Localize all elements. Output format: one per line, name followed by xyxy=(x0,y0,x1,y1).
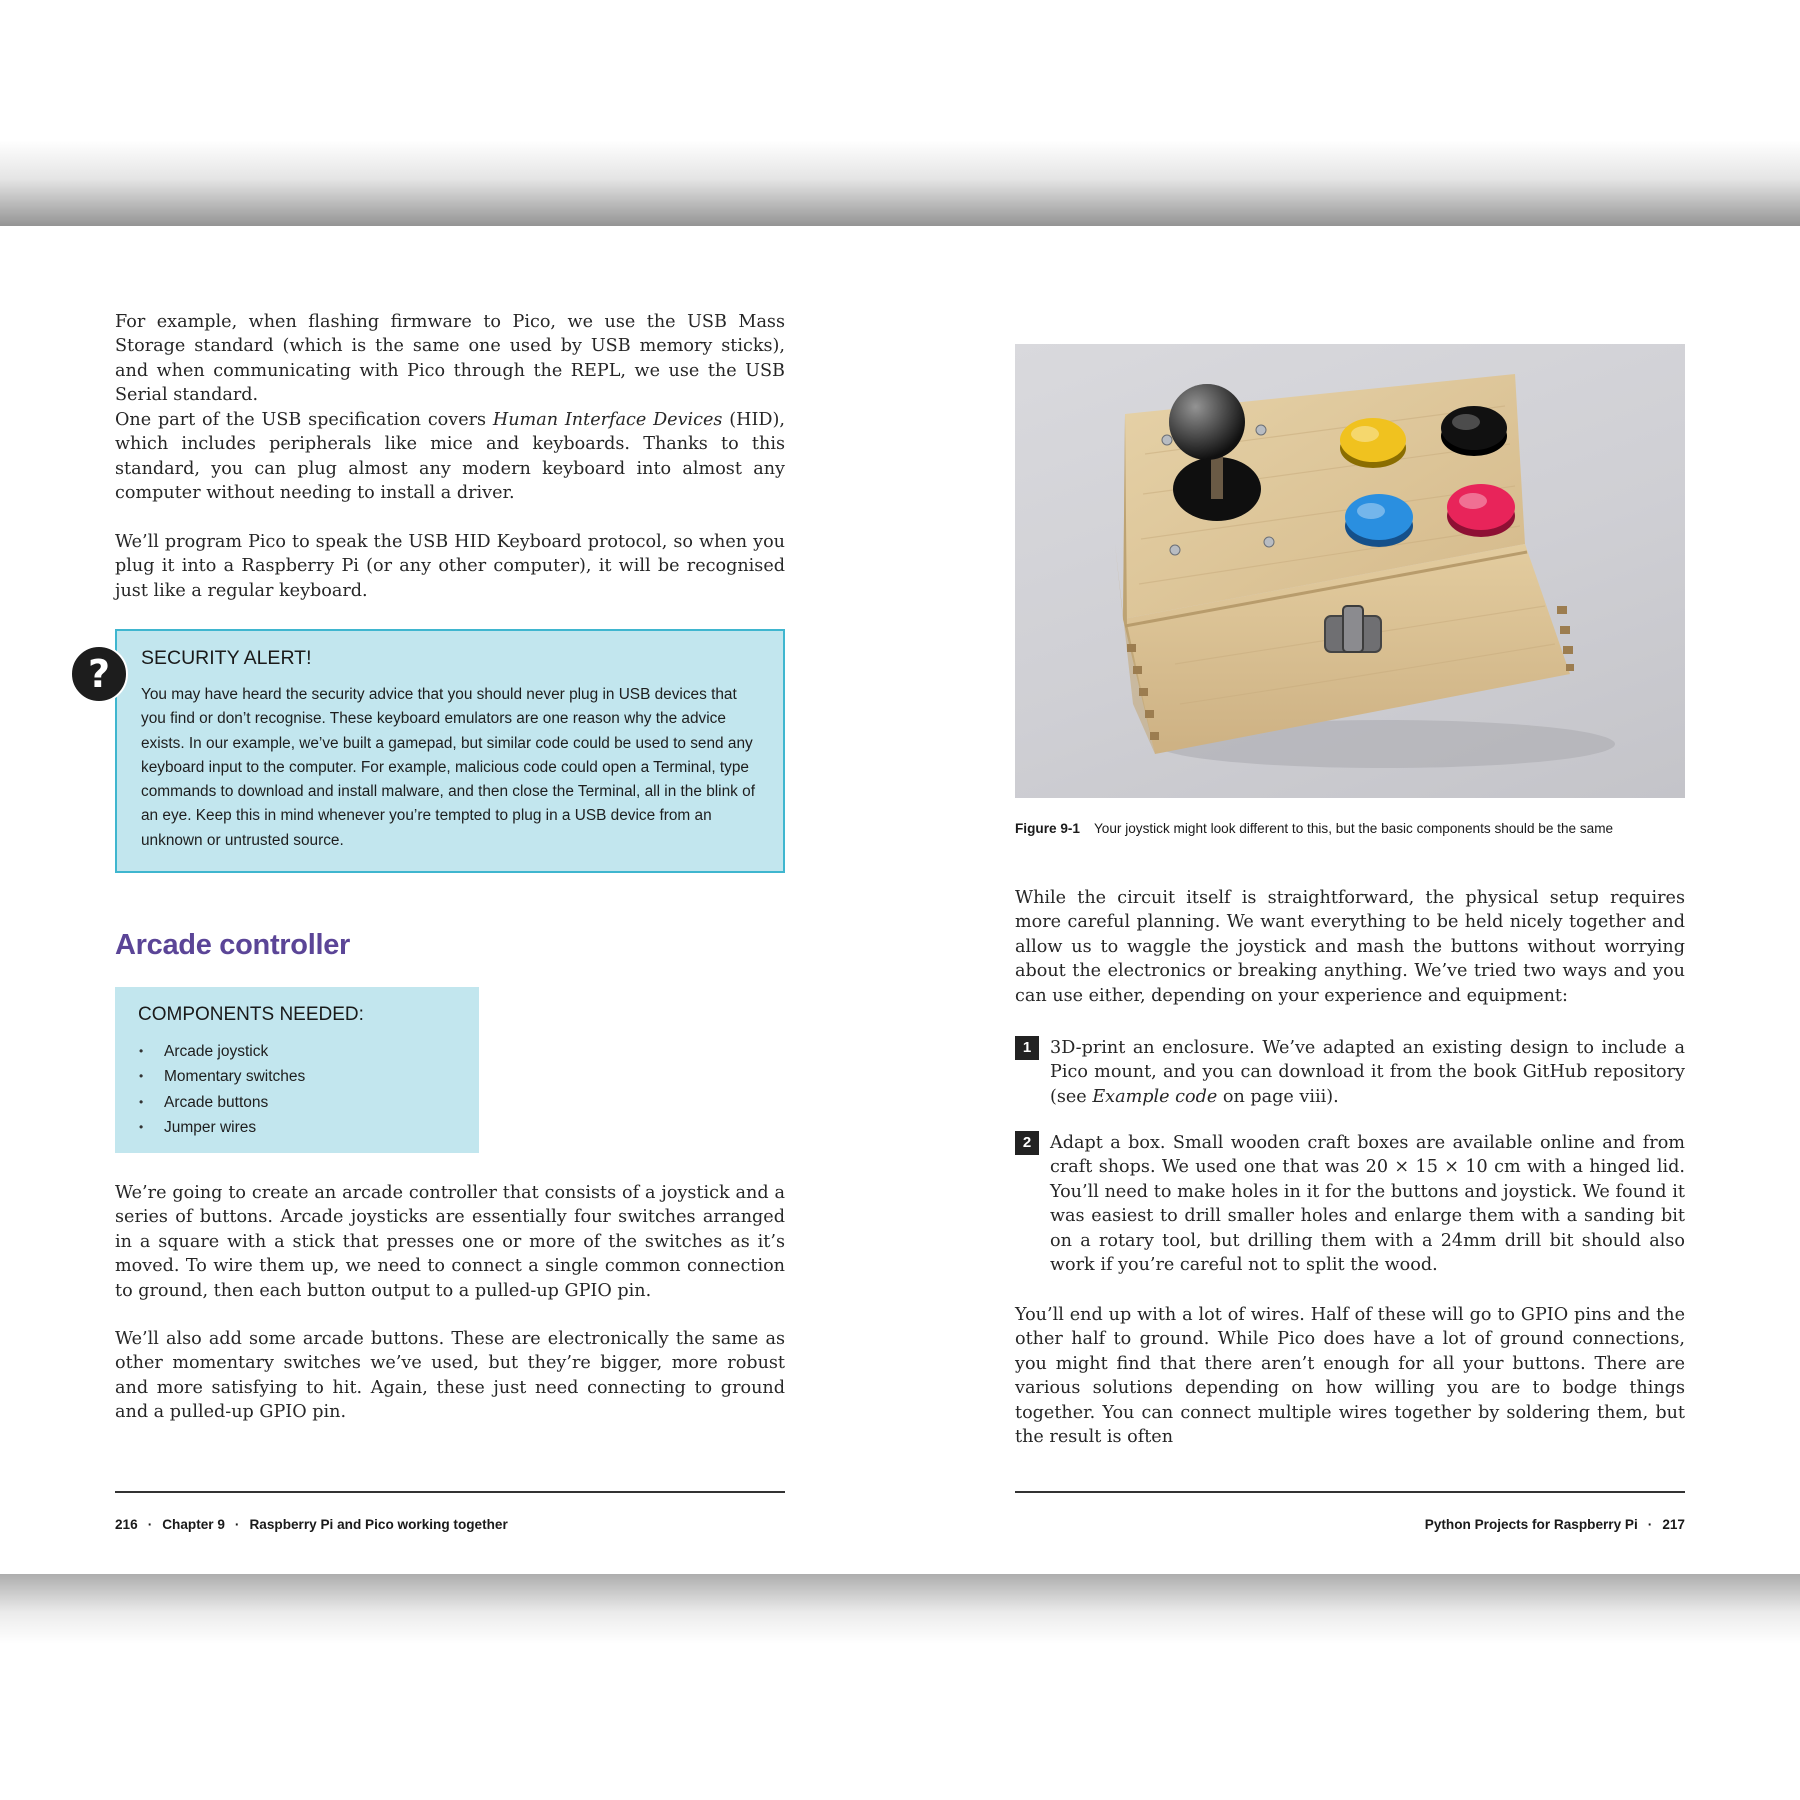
book-spread xyxy=(0,226,1800,1574)
figure-label: Figure 9-1 xyxy=(1015,821,1080,836)
list-item: • Arcade buttons xyxy=(139,1090,305,1115)
chapter-title: Raspberry Pi and Pico working together xyxy=(249,1517,508,1532)
page-top-shadow xyxy=(0,140,1800,226)
list-item: • Momentary switches xyxy=(139,1064,305,1089)
left-footer: 216 · Chapter 9 · Raspberry Pi and Pico working together xyxy=(115,1517,508,1532)
right-footer: Python Projects for Raspberry Pi · 217 xyxy=(1424,1517,1685,1532)
list-item: • Jumper wires xyxy=(139,1115,305,1140)
components-title: COMPONENTS NEEDED: xyxy=(138,1004,364,1025)
paragraph: You’ll end up with a lot of wires. Half of these will go to GPIO pins and the other half to ground. While Pico does have a lot of ground connections, you might find that there aren’t enough for all your buttons. There are various solutions depending on how willing you are to bodge things together. You can connect multiple wires together by soldering them, but the result is often xyxy=(1015,1305,1685,1448)
paragraph: While the circuit itself is straightforward, the physical setup requires more careful planning. We want everything to be held nicely together and allow us to waggle the joystick and mash the buttons without worrying about the electronics or breaking anything. We’ve tried two ways and you can use either, depending on your experience and equipment: xyxy=(1015,888,1685,1006)
step-number-badge: 2 xyxy=(1015,1131,1039,1155)
arcade-box-illustration xyxy=(1015,344,1685,798)
book-title: Python Projects for Raspberry Pi xyxy=(1424,1517,1638,1532)
paragraph: For example, when flashing firmware to Pico, we use the USB Mass Storage standard (which is the same one used by USB memory sticks), and when communicating with Pico through the REPL, we use the USB Serial standard. xyxy=(115,312,785,406)
paragraph: We’re going to create an arcade controller that consists of a joystick and a series of buttons. Arcade joysticks are essentially four switches arranged in a square with a stick that presses one or more of the switches as it’s moved. To wire them up, we need to connect a single common connection to ground, then each button output to a pulled-up GPIO pin. xyxy=(115,1183,785,1301)
step-text: 3D-print an enclosure. We’ve adapted an existing design to include a Pico mount, and you can download it from the book GitHub repository (see Example code on page viii). xyxy=(1050,1038,1685,1107)
chapter-label: Chapter 9 xyxy=(162,1517,225,1532)
alert-title: SECURITY ALERT! xyxy=(141,647,312,669)
paragraph: We’ll program Pico to speak the USB HID Keyboard protocol, so when you plug it into a Raspberry Pi (or any other computer), it will be recognised just like a regular keyboard. xyxy=(115,532,785,601)
footer-rule xyxy=(1015,1491,1685,1493)
page-bottom-shadow xyxy=(0,1574,1800,1644)
figure-caption-text: Your joystick might look different to this, but the basic components should be the same xyxy=(1093,821,1614,836)
list-item xyxy=(1015,1131,1685,1279)
list-item xyxy=(1015,1036,1685,1112)
components-box xyxy=(115,987,479,1153)
page-number: 217 xyxy=(1662,1517,1685,1532)
paragraph: One part of the USB specification covers Human Interface Devices (HID), which includes peripherals like mice and keyboards. Thanks to this standard, you can plug almost any modern keyboard into almost any computer without needing to install a driver. xyxy=(115,410,785,504)
step-number-badge: 1 xyxy=(1015,1036,1039,1060)
step-text: Adapt a box. Small wooden craft boxes are available online and from craft shops. We used one that was 20 × 15 × 10 cm with a hinged lid. You’ll need to make holes in it for the buttons and joystick. We found it was easiest to drill smaller holes and enlarge them with a sanding bit on a rotary tool, but drilling them with a 24mm drill bit should also work if you’re careful not to split the wood. xyxy=(1050,1133,1685,1276)
footer-rule xyxy=(115,1491,785,1493)
components-list xyxy=(139,1039,305,1140)
list-item: • Arcade joystick xyxy=(139,1039,305,1064)
security-alert-box xyxy=(115,629,785,873)
question-icon: ? xyxy=(70,645,128,703)
figure-photo xyxy=(1015,344,1685,798)
alert-text: You may have heard the security advice that you should never plug in USB devices that you find or don’t recognise. These keyboard emulators are one reason why the advice exists. In our example, we’ve built a gamepad, but similar code could be used to send any keyboard input to the computer. For example, malicious code could open a Terminal, type commands to download and install malware, and then close the Terminal, all in the blink of an eye. Keep this in mind whenever you’re tempted to plug in a USB device from an unknown or untrusted source. xyxy=(141,686,755,849)
right-page xyxy=(1015,226,1685,1574)
section-heading: Arcade controller xyxy=(115,929,351,961)
figure-caption xyxy=(1015,821,1685,836)
paragraph: We’ll also add some arcade buttons. These are electronically the same as other momentary switches we’ve used, but they’re bigger, more robust and more satisfying to hit. Again, these just need connecting to ground and a pulled-up GPIO pin. xyxy=(115,1329,785,1423)
page-number: 216 xyxy=(115,1517,138,1532)
left-page xyxy=(87,226,785,1574)
